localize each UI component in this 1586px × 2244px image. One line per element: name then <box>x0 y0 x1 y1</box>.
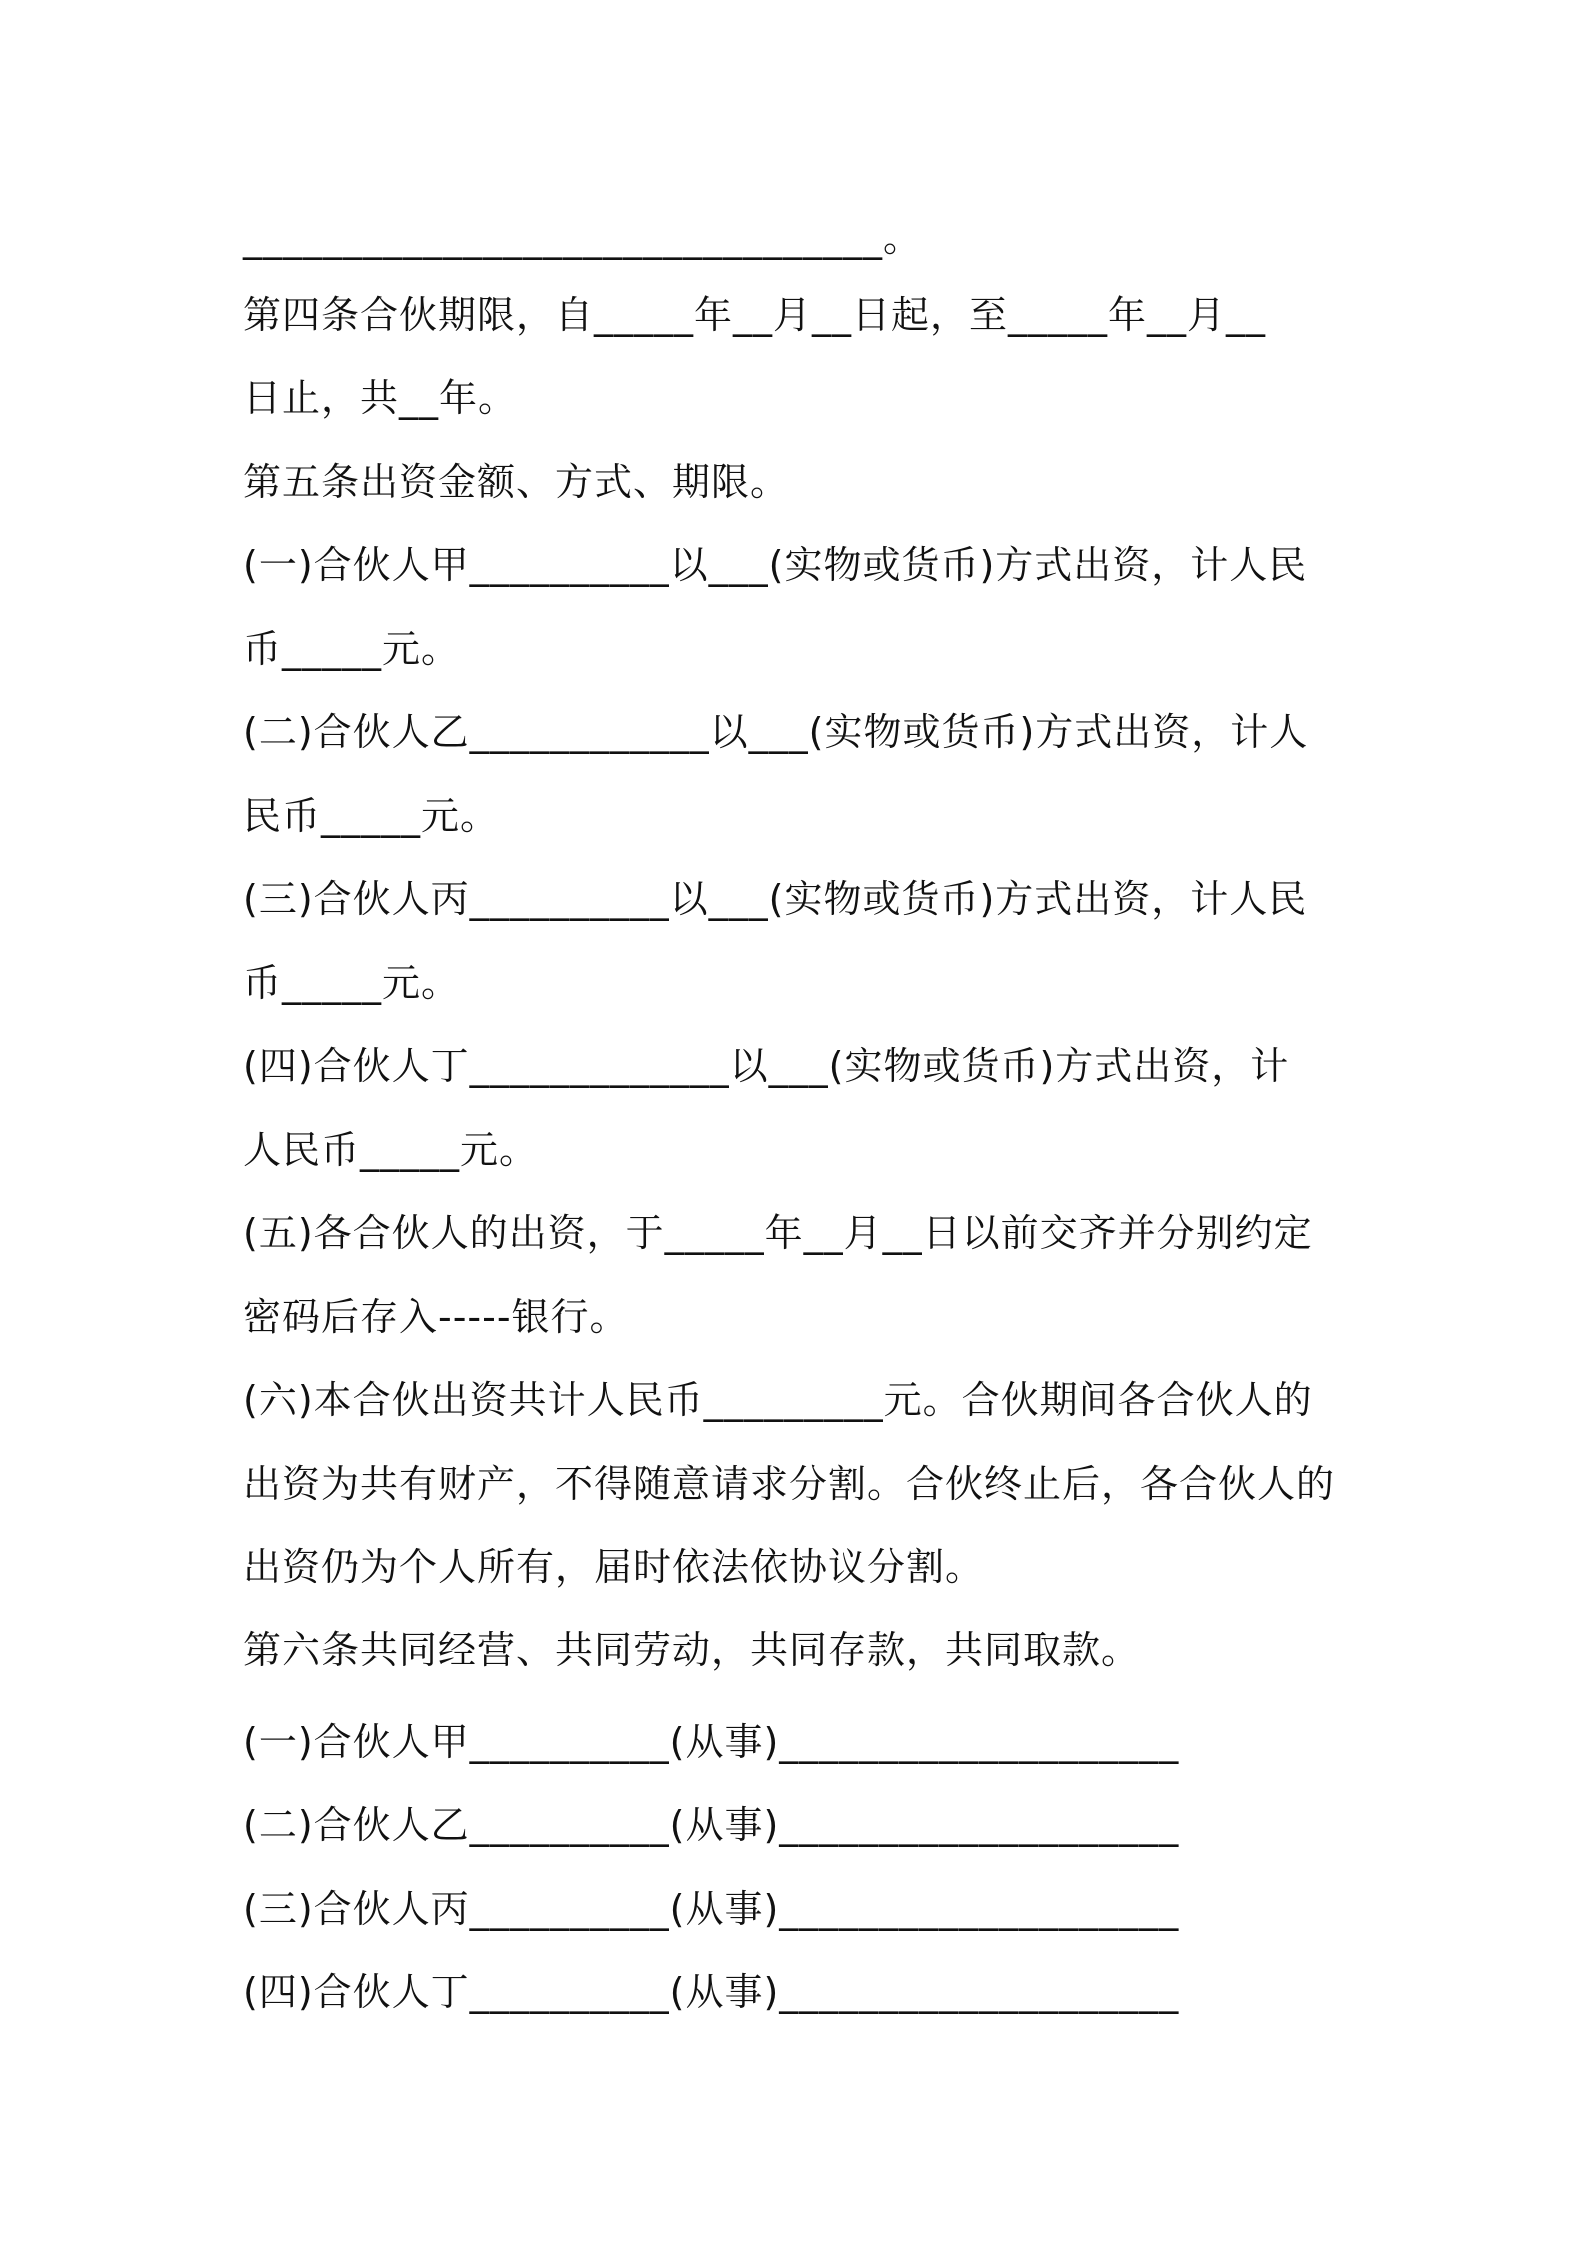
text-line: (三)合伙人丙__________(从事)____________________ <box>243 1887 1180 1931</box>
text-line: 民币_____元。 <box>243 794 500 838</box>
text-line: 币_____元。 <box>243 627 461 671</box>
text-line: 第六条共同经营、共同劳动，共同存款，共同取款。 <box>243 1628 1141 1672</box>
text-line: 人民币_____元。 <box>243 1128 539 1172</box>
text-line: 币_____元。 <box>243 961 461 1005</box>
text-line: (五)各合伙人的出资，于_____年__月__日以前交齐并分别约定 <box>243 1211 1313 1255</box>
text-line: 密码后存入-----银行。 <box>243 1295 629 1339</box>
text-line: 出资为共有财产，不得随意请求分割。合伙终止后，各合伙人的 <box>243 1462 1336 1506</box>
text-line: (一)合伙人甲__________(从事)____________________ <box>243 1720 1180 1764</box>
text-line: (二)合伙人乙__________(从事)____________________ <box>243 1803 1180 1847</box>
text-line: 第五条出资金额、方式、期限。 <box>243 460 790 504</box>
text-line: (三)合伙人丙__________以___(实物或货币)方式出资，计人民 <box>243 877 1308 921</box>
text-line: (六)本合伙出资共计人民币_________元。合伙期间各合伙人的 <box>243 1378 1313 1422</box>
text-line: 日止，共__年。 <box>243 376 518 420</box>
text-line: 第四条合伙期限，自_____年__月__日起，至_____年__月__ <box>243 293 1267 337</box>
text-line: ________________________________。 <box>243 216 923 260</box>
text-line: 出资仍为个人所有，届时依法依协议分割。 <box>243 1545 985 1589</box>
text-line: (四)合伙人丁_____________以___(实物或货币)方式出资，计 <box>243 1044 1290 1088</box>
text-line: (二)合伙人乙____________以___(实物或货币)方式出资，计人 <box>243 710 1309 754</box>
text-line: (四)合伙人丁__________(从事)____________________ <box>243 1970 1180 2014</box>
text-line: (一)合伙人甲__________以___(实物或货币)方式出资，计人民 <box>243 543 1308 587</box>
